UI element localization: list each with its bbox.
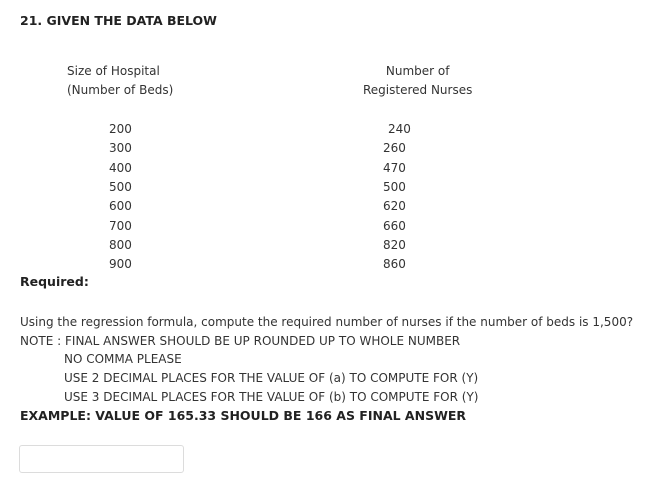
question-prompt: Using the regression formula, compute the required number of nurses if the number of beds is 1,500?	[20, 315, 634, 329]
beds-header-line1: Size of Hospital	[67, 64, 160, 78]
nurses-value: 260	[383, 141, 406, 155]
beds-value: 900	[109, 257, 132, 271]
beds-value: 300	[109, 141, 132, 155]
beds-value: 700	[109, 219, 132, 233]
nurses-value: 470	[383, 161, 406, 175]
answer-input[interactable]	[19, 445, 184, 473]
nurses-header-line1: Number of	[385, 64, 450, 78]
beds-value: 200	[109, 122, 132, 136]
example-note: EXAMPLE: VALUE OF 165.33 SHOULD BE 166 AS FINAL ANSWER	[20, 408, 467, 423]
required-label: Required:	[20, 274, 89, 289]
beds-value: 500	[109, 180, 132, 194]
nurses-value: 860	[383, 257, 406, 271]
beds-value: 800	[109, 238, 132, 252]
decimal-a-note: USE 2 DECIMAL PLACES FOR THE VALUE OF (a) TO COMPUTE FOR (Y)	[64, 371, 479, 385]
nurses-column-header	[363, 62, 472, 100]
question-title: 21. GIVEN THE DATA BELOW	[20, 13, 217, 28]
no-comma-note: NO COMMA PLEASE	[64, 352, 182, 366]
beds-value: 400	[109, 161, 132, 175]
decimal-b-note: USE 3 DECIMAL PLACES FOR THE VALUE OF (b) TO COMPUTE FOR (Y)	[64, 390, 479, 404]
nurses-header-line2: Registered Nurses	[363, 83, 473, 97]
nurses-value: 240	[388, 122, 411, 136]
beds-header-line2: (Number of Beds)	[67, 83, 174, 97]
rounding-note: NOTE : FINAL ANSWER SHOULD BE UP ROUNDED UP TO WHOLE NUMBER	[20, 334, 461, 348]
nurses-value: 500	[383, 180, 406, 194]
beds-column-header	[67, 62, 173, 100]
nurses-value: 820	[383, 238, 406, 252]
beds-value: 600	[109, 199, 132, 213]
nurses-value: 620	[383, 199, 406, 213]
nurses-value: 660	[383, 219, 406, 233]
